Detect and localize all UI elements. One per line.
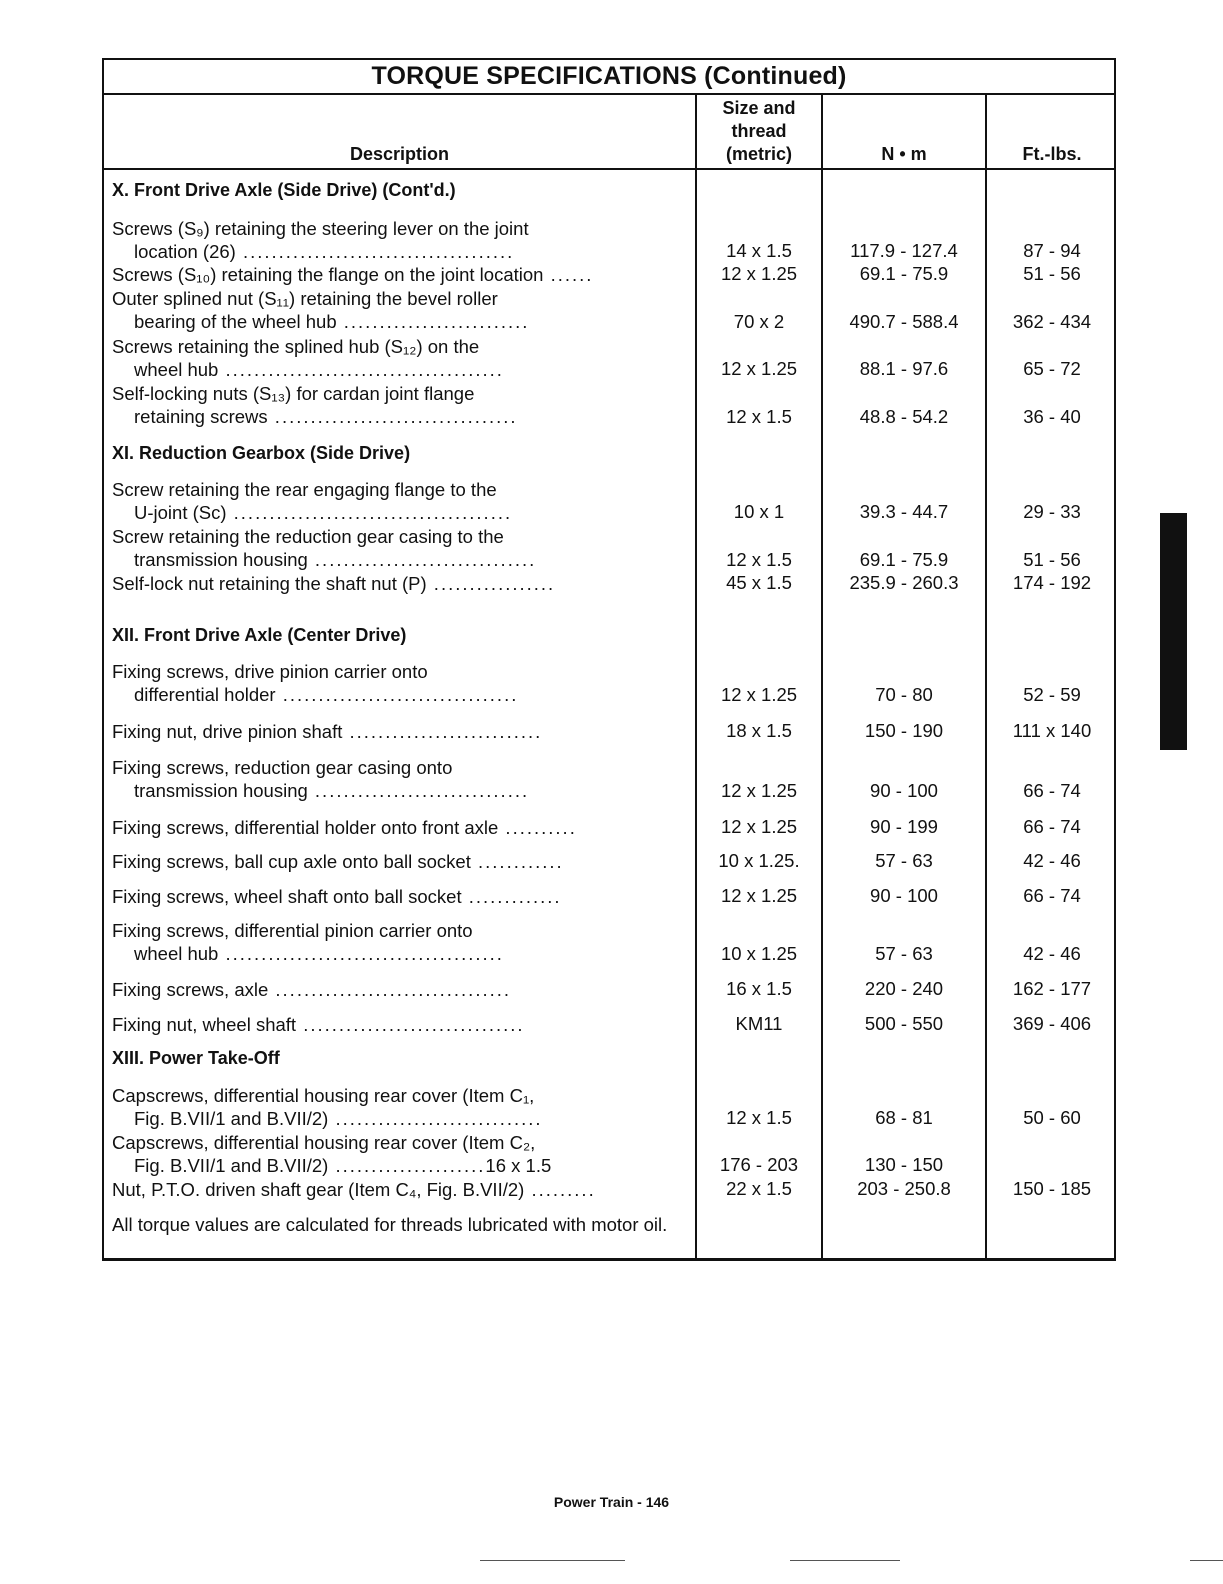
table-title: TORQUE SPECIFICATIONS (Continued) — [104, 60, 1114, 95]
table-row: Fixing screws, wheel shaft onto ball socket ............. — [112, 886, 562, 907]
nm-cell: 69.1 - 75.9 — [859, 263, 949, 284]
header-size-line2: thread — [731, 121, 787, 141]
size-cell: 12 x 1.25 — [720, 816, 798, 837]
size-cell: 12 x 1.5 — [726, 406, 792, 427]
table-row: Fixing screws, reduction gear casing onto transmission housing .............................. — [112, 757, 530, 801]
nm-cell: 235.9 - 260.3 — [849, 572, 959, 593]
table-row: Fixing screws, differential pinion carrier onto wheel hub ....................................... — [112, 920, 504, 964]
header-size-line3: (metric) — [725, 144, 792, 164]
table-row: Screws (S₉) retaining the steering lever on the joint location (26) ...................................... — [112, 218, 529, 262]
nm-cell: 68 - 81 — [875, 1107, 933, 1128]
table-row: Fixing nut, drive pinion shaft ........................... — [112, 721, 543, 742]
table-row: Fixing screws, ball cup axle onto ball socket ............ — [112, 851, 564, 872]
nm-cell: 90 - 100 — [870, 780, 938, 801]
ft-cell: 369 - 406 — [1012, 1013, 1092, 1034]
ft-cell: 29 - 33 — [1023, 501, 1081, 522]
size-cell: 176 - 203 — [719, 1154, 799, 1175]
table-row: Self-locking nuts (S₁₃) for cardan joint flange retaining screws .................................. — [112, 383, 518, 427]
size-cell: 18 x 1.5 — [726, 720, 792, 741]
nm-cell: 48.8 - 54.2 — [859, 406, 949, 427]
ft-cell: 42 - 46 — [1023, 943, 1081, 964]
ft-cell: 50 - 60 — [1023, 1107, 1081, 1128]
nm-cell: 70 - 80 — [875, 684, 933, 705]
size-cell: 45 x 1.5 — [726, 572, 792, 593]
nm-cell: 220 - 240 — [864, 978, 944, 999]
size-cell: 10 x 1.25 — [720, 943, 798, 964]
size-cell: 12 x 1.25 — [720, 263, 798, 284]
table-row: Capscrews, differential housing rear cover (Item C₂, Fig. B.VII/1 and B.VII/2) .....................16 x 1.5 — [112, 1132, 552, 1176]
ft-cell: 51 - 56 — [1023, 263, 1081, 284]
nm-cell: 117.9 - 127.4 — [850, 240, 958, 261]
table-row: Fixing screws, drive pinion carrier onto differential holder ................................. — [112, 661, 519, 705]
header-ftlbs: Ft.-lbs. — [1022, 144, 1082, 164]
nm-cell: 150 - 190 — [864, 720, 944, 741]
table-row: Fixing nut, wheel shaft ............................... — [112, 1014, 525, 1035]
ft-cell: 162 - 177 — [1012, 978, 1092, 999]
table-row: Screw retaining the reduction gear casing to the transmission housing ............................... — [112, 526, 537, 570]
ft-cell: 65 - 72 — [1023, 358, 1081, 379]
size-cell: 70 x 2 — [733, 311, 785, 332]
size-cell: 12 x 1.25 — [720, 780, 798, 801]
nm-cell: 130 - 150 — [864, 1154, 944, 1175]
size-cell: KM11 — [735, 1013, 783, 1034]
nm-cell: 57 - 63 — [875, 943, 933, 964]
table-row: Screws (S₁₀) retaining the flange on the joint location ...... — [112, 264, 594, 285]
nm-cell: 500 - 550 — [864, 1013, 944, 1034]
table-row: Screws retaining the splined hub (S₁₂) on the wheel hub ....................................... — [112, 336, 504, 380]
scan-artifact-line — [1190, 1560, 1223, 1561]
ft-cell: 36 - 40 — [1023, 406, 1081, 427]
nm-cell: 490.7 - 588.4 — [849, 311, 959, 332]
torque-spec-table — [102, 58, 1116, 1261]
nm-cell: 203 - 250.8 — [857, 1178, 951, 1199]
size-cell: 16 x 1.5 — [726, 978, 792, 999]
size-cell: 10 x 1 — [733, 501, 785, 522]
size-cell: 12 x 1.25 — [720, 885, 798, 906]
table-row: Screw retaining the rear engaging flange to the U-joint (Sc) ....................................... — [112, 479, 513, 523]
size-cell: 14 x 1.5 — [726, 240, 792, 261]
ft-cell: 174 - 192 — [1012, 572, 1092, 593]
section-heading: XIII. Power Take-Off — [112, 1048, 280, 1068]
size-cell: 10 x 1.25. — [718, 850, 800, 871]
header-size-line1: Size and — [722, 98, 796, 118]
header-size — [697, 97, 821, 166]
scan-artifact-line — [480, 1560, 625, 1561]
ft-cell: 362 - 434 — [1012, 311, 1092, 332]
ft-cell: 150 - 185 — [1012, 1178, 1092, 1199]
ft-cell: 66 - 74 — [1023, 816, 1081, 837]
lubrication-note: All torque values are calculated for threads lubricated with motor oil. — [112, 1214, 668, 1235]
header-description: Description — [349, 144, 450, 164]
table-row: Self-lock nut retaining the shaft nut (P) ................. — [112, 573, 556, 594]
section-heading: XI. Reduction Gearbox (Side Drive) — [112, 443, 411, 463]
table-row: Nut, P.T.O. driven shaft gear (Item C₄, Fig. B.VII/2) ......... — [112, 1179, 596, 1200]
table-row: Capscrews, differential housing rear cover (Item C₁, Fig. B.VII/1 and B.VII/2) ............................. — [112, 1085, 543, 1129]
page-footer: Power Train - 146 — [553, 1494, 670, 1510]
ft-cell: 66 - 74 — [1023, 780, 1081, 801]
nm-cell: 88.1 - 97.6 — [859, 358, 949, 379]
size-cell: 22 x 1.5 — [726, 1178, 792, 1199]
ft-cell: 111 x 140 — [1012, 720, 1092, 741]
size-cell: 12 x 1.25 — [720, 358, 798, 379]
size-cell: 12 x 1.5 — [726, 549, 792, 570]
nm-cell: 57 - 63 — [875, 850, 933, 871]
ft-cell: 51 - 56 — [1023, 549, 1081, 570]
section-heading: XII. Front Drive Axle (Center Drive) — [112, 625, 407, 645]
nm-cell: 90 - 100 — [870, 885, 938, 906]
section-tab-marker — [1160, 513, 1187, 750]
table-row: Fixing screws, differential holder onto front axle .......... — [112, 817, 577, 838]
nm-cell: 69.1 - 75.9 — [859, 549, 949, 570]
ft-cell: 66 - 74 — [1023, 885, 1081, 906]
ft-cell: 87 - 94 — [1023, 240, 1081, 261]
ft-cell: 52 - 59 — [1023, 684, 1081, 705]
size-cell: 12 x 1.5 — [726, 1107, 792, 1128]
header-nm: N • m — [881, 144, 927, 164]
section-heading: X. Front Drive Axle (Side Drive) (Cont'd.) — [112, 180, 456, 200]
table-row: Fixing screws, axle ................................. — [112, 979, 512, 1000]
ft-cell: 42 - 46 — [1023, 850, 1081, 871]
size-cell: 12 x 1.25 — [720, 684, 798, 705]
nm-cell: 90 - 199 — [870, 816, 938, 837]
scan-artifact-line — [790, 1560, 900, 1561]
nm-cell: 39.3 - 44.7 — [859, 501, 949, 522]
table-row: Outer splined nut (S₁₁) retaining the bevel roller bearing of the wheel hub .......................... — [112, 288, 530, 332]
header-divider — [104, 168, 1114, 170]
